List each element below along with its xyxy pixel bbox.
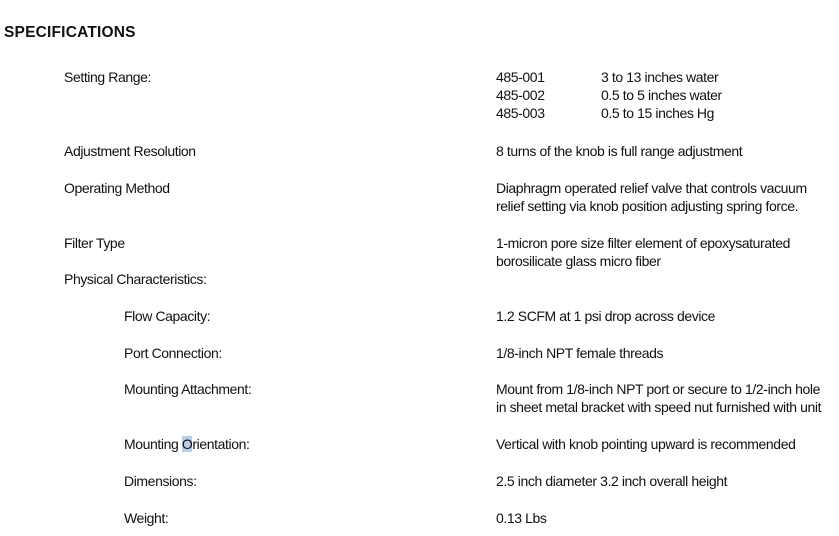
mounting-attachment-value-line2: in sheet metal bracket with speed nut furnished with unit: [496, 399, 822, 415]
dimensions-value: 2.5 inch diameter 3.2 inch overall height: [496, 473, 728, 489]
weight-label: Weight:: [124, 510, 169, 526]
filter-type-value-line1: 1-micron pore size filter element of epoxysaturated: [496, 235, 790, 251]
model-code-1: 485-001: [496, 69, 545, 85]
weight-value: 0.13 Lbs: [496, 510, 547, 526]
flow-capacity-value: 1.2 SCFM at 1 psi drop across device: [496, 308, 716, 324]
setting-range-label: Setting Range:: [64, 69, 152, 85]
filter-type-value-line2: borosilicate glass micro fiber: [496, 253, 661, 269]
mounting-orientation-label: [124, 435, 249, 453]
port-connection-label: Port Connection:: [124, 345, 222, 361]
adjustment-resolution-label: Adjustment Resolution: [64, 143, 196, 159]
section-title: SPECIFICATIONS: [4, 24, 136, 41]
mounting-orientation-label-prefix: Mounting: [124, 436, 182, 452]
dimensions-label: Dimensions:: [124, 473, 197, 489]
model-range-1: 3 to 13 inches water: [601, 69, 719, 85]
port-connection-value: 1/8-inch NPT female threads: [496, 345, 664, 361]
mounting-attachment-label: Mounting Attachment:: [124, 381, 252, 397]
mounting-orientation-label-suffix: rientation:: [192, 436, 250, 452]
mounting-orientation-value: Vertical with knob pointing upward is recommended: [496, 436, 796, 452]
text-selection-highlight: O: [181, 436, 193, 452]
adjustment-resolution-value: 8 turns of the knob is full range adjustment: [496, 143, 743, 159]
operating-method-value-line2: relief setting via knob position adjusting spring force.: [496, 198, 799, 214]
model-range-2: 0.5 to 5 inches water: [601, 87, 722, 103]
model-code-3: 485-003: [496, 105, 545, 121]
operating-method-value-line1: Diaphragm operated relief valve that controls vacuum: [496, 180, 807, 196]
model-code-2: 485-002: [496, 87, 545, 103]
operating-method-label: Operating Method: [64, 180, 170, 196]
flow-capacity-label: Flow Capacity:: [124, 308, 211, 324]
mounting-attachment-value-line1: Mount from 1/8-inch NPT port or secure to 1/2-inch hole: [496, 381, 821, 397]
model-range-3: 0.5 to 15 inches Hg: [601, 105, 715, 121]
filter-type-label: Filter Type: [64, 235, 125, 251]
physical-characteristics-label: Physical Characteristics:: [64, 271, 207, 287]
